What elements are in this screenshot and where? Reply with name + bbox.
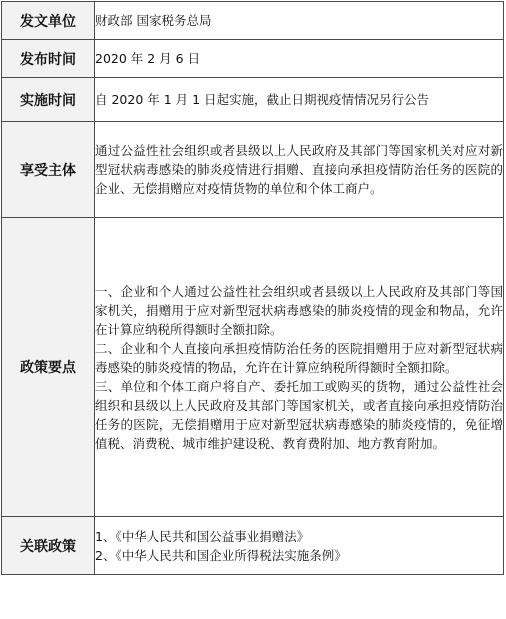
value-effective-date: 自 2020 年 1 月 1 日起实施，截止日期视疫情情况另行公告 (95, 78, 504, 122)
policy-point-1: 一、企业和个人通过公益性社会组织或者县级以上人民政府及其部门等国家机关，捐赠用于应对新型冠状病毒感染的肺炎疫情的现金和物品，允许在计算应纳税所得额时全额扣除。 (95, 283, 503, 337)
row-effective-date (2, 78, 504, 122)
value-beneficiary: 通过公益性社会组织或者县级以上人民政府及其部门等国家机关对应对新型冠状病毒感染的肺炎疫情进行捐赠、直接向承担疫情防治任务的医院的企业、无偿捐赠应对疫情货物的单位和个体工商户。 (95, 122, 504, 218)
label-release-date: 发布时间 (2, 40, 95, 78)
value-policy-points (95, 218, 504, 517)
policy-point-2: 二、企业和个人直接向承担疫情防治任务的医院捐赠用于应对新型冠状病毒感染的肺炎疫情的物品，允许在计算应纳税所得额时全额扣除。 (95, 340, 503, 375)
row-beneficiary (2, 122, 504, 218)
value-issuing-unit: 财政部 国家税务总局 (95, 2, 504, 40)
related-policy-2: 2、《中华人民共和国企业所得税法实施条例》 (95, 547, 347, 563)
row-release-date (2, 40, 504, 78)
row-policy-points (2, 218, 504, 517)
policy-table (1, 1, 504, 575)
label-beneficiary: 享受主体 (2, 122, 95, 218)
label-effective-date: 实施时间 (2, 78, 95, 122)
row-issuing-unit (2, 2, 504, 40)
policy-point-3: 三、单位和个体工商户将自产、委托加工或购买的货物，通过公益性社会组织和县级以上人民政府及其部门等国家机关，或者直接向承担疫情防治任务的医院，无偿捐赠用于应对新型冠状病毒感染的肺炎疫情的，免征增值税、消费税、城市维护建设税、教育费附加、地方教育附加。 (95, 378, 503, 451)
value-release-date: 2020 年 2 月 6 日 (95, 40, 504, 78)
related-policy-1: 1、《中华人民共和国公益事业捐赠法》 (95, 528, 310, 544)
label-related-policies: 关联政策 (2, 517, 95, 575)
label-issuing-unit: 发文单位 (2, 2, 95, 40)
value-related-policies (95, 517, 504, 575)
label-policy-points: 政策要点 (2, 218, 95, 517)
row-related-policies (2, 517, 504, 575)
